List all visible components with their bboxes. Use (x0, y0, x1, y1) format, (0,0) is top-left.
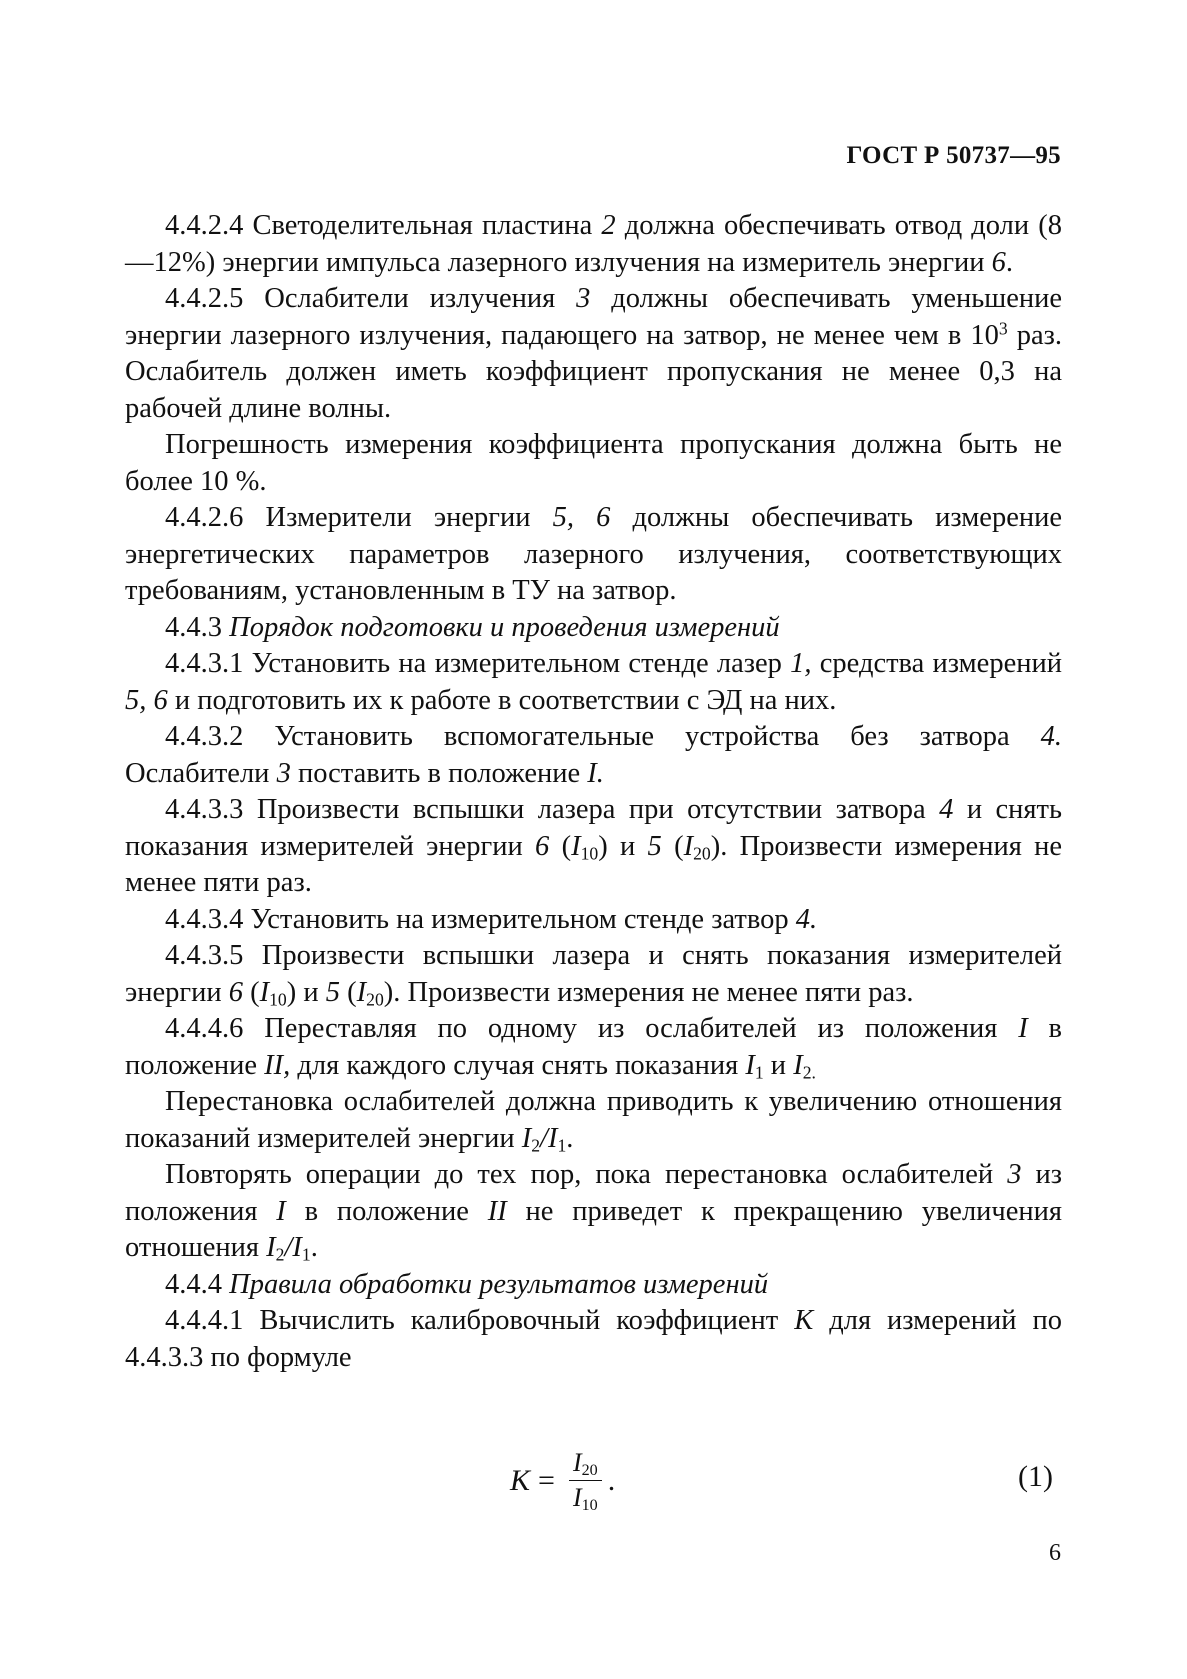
paragraph-4-4-3-2: 4.4.3.2 Установить вспомогательные устройства без затвора 4. Ослабители 3 поставить в положение I. (125, 721, 1062, 789)
formula-numerator: $I_{20}$ (569, 1448, 602, 1481)
section-heading-4-4-3: 4.4.3 Порядок подготовки и проведения измерений (165, 611, 780, 643)
formula-1 (510, 1448, 615, 1513)
paragraph-4-4-2-5: 4.4.2.5 Ослабители излучения 3 должны обеспечивать уменьшение энергии лазерного излучения, падающего на затвор, не менее чем в $10^3$ раз. Ослабитель должен иметь коэффициент пропускания не менее 0,3 на рабочей длине волны. (125, 283, 1062, 424)
section-heading-4-4-4: 4.4.4 Правила обработки результатов измерений (165, 1268, 769, 1300)
formula-number: (1) (1018, 1460, 1053, 1493)
formula-equals: = (538, 1463, 555, 1497)
paragraph-4-4-3-5: 4.4.3.5 Произвести вспышки лазера и снять показания измерителей энергии 6 $(I_{10})$ и 5 $(I_{20})$. Произвести измерения не менее пяти раз. (125, 940, 1062, 1009)
formula-period: . (607, 1463, 616, 1497)
document-body (125, 208, 1062, 1376)
paragraph-repeat: Повторять операции до тех пор, пока перестановка ослабителей 3 из положения I в положение II не приведет к прекращению увеличения отношения $I_2/I_1$. (125, 1159, 1063, 1265)
paragraph-4-4-2-6: 4.4.2.6 Измерители энергии 5, 6 должны обеспечивать измерение энергетических параметров лазерного излучения, соответствующих требованиям, установленным в ТУ на затвор. (125, 502, 1063, 606)
formula-fraction (569, 1448, 602, 1513)
formula-lhs: K (510, 1463, 531, 1497)
paragraph-4-4-4-1: 4.4.4.1 Вычислить калибровочный коэффициент K для измерений по 4.4.3.3 по формуле (125, 1305, 1063, 1373)
paragraph-4-4-3-3: 4.4.3.3 Произвести вспышки лазера при отсутствии затвора 4 и снять показания измерителей энергии 6 $(I_{10})$ и 5 $(I_{20})$. Произвести измерения не менее пяти раз. (125, 794, 1063, 898)
paragraph-permutation: Перестановка ослабителей должна приводить к увеличению отношения показаний измерителей энергии $I_2/I_1$. (125, 1086, 1062, 1155)
paragraph-4-4-3-1: 4.4.3.1 Установить на измерительном стенде лазер 1, средства измерений 5, 6 и подготовить их к работе в соответствии с ЭД на них. (125, 648, 1062, 716)
paragraph-4-4-4-6: 4.4.4.6 Переставляя по одному из ослабителей из положения I в положение II, для каждого случая снять показания $I_1$ и $I_{2.}$ (125, 1013, 1062, 1082)
page-number: 6 (1049, 1540, 1061, 1566)
document-id-header: ГОСТ Р 50737—95 (846, 142, 1061, 169)
paragraph-4-4-2-4: 4.4.2.4 Светоделительная пластина 2 должна обеспечивать отвод доли (8—12%) энергии импульса лазерного излучения на измеритель энергии 6. (125, 210, 1062, 278)
paragraph-error: Погрешность измерения коэффициента пропускания должна быть не более 10 %. (125, 429, 1062, 497)
formula-denominator: $I_{10}$ (572, 1483, 598, 1515)
paragraph-4-4-3-4: 4.4.3.4 Установить на измерительном стенде затвор 4. (165, 903, 818, 935)
